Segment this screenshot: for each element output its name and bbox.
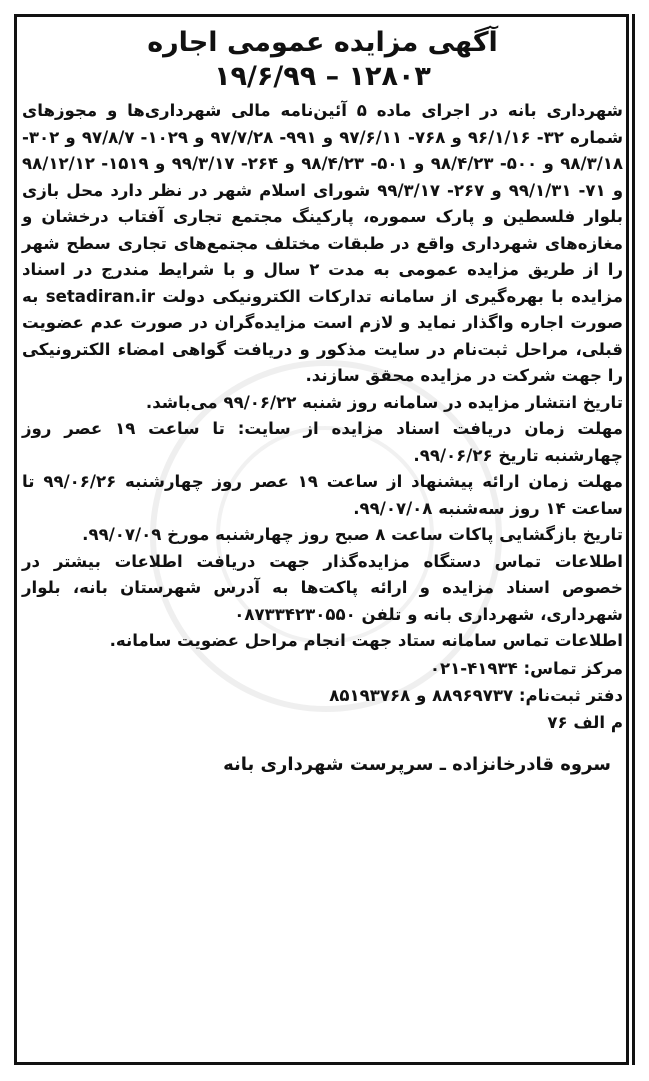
- bid-deadline: مهلت زمان ارائه پیشنهاد از ساعت ۱۹ عصر روز چهارشنبه ۹۹/۰۶/۲۶ تا ساعت ۱۴ روز سه‌شنبه ۹۹/۰۷/۰۸.: [22, 472, 623, 518]
- notice-body: [22, 98, 623, 390]
- document-deadline: مهلت زمان دریافت اسناد مزایده از سایت: تا ساعت ۱۹ عصر روز چهارشنبه تاریخ ۹۹/۰۶/۲۶.: [22, 419, 623, 465]
- contact-center: مرکز تماس: ۴۱۹۳۴-۰۲۱: [429, 658, 623, 678]
- publish-date: تاریخ انتشار مزایده در سامانه روز شنبه ۹۹/۰۶/۲۲ می‌باشد.: [145, 392, 623, 412]
- registration-office: دفتر ثبت‌نام: ۸۸۹۶۹۷۳۷ و ۸۵۱۹۳۷۶۸: [329, 685, 623, 705]
- setad-contact-info: اطلاعات تماس سامانه ستاد جهت انجام مراحل عضویت سامانه.: [109, 631, 623, 650]
- contact-info: اطلاعات تماس دستگاه مزایده‌گذار جهت دریافت اطلاعات بیشتر در خصوص اسناد مزایده و ارائه پاکت‌ها به آدرس شهرستان بانه، بلوار شهرداری، شهرداری بانه و تلفن ۰۸۷۳۳۴۲۳۰۵۵۰: [22, 551, 623, 624]
- opening-date: تاریخ بازگشایی پاکات ساعت ۸ صبح روز چهارشنبه مورخ ۹۹/۰۷/۰۹.: [82, 525, 623, 544]
- page-edge-rule: [632, 14, 635, 1065]
- notice-body-continuation: به صورت اجاره واگذار نماید و لازم است مزایده‌گران در صورت عدم عضویت قبلی، مراحل ثبت‌نام در سایت مذکور و دریافت گواهی امضاء الکترونیکی را جهت شرکت در مزایده محقق سازند.: [22, 286, 623, 385]
- notice-reference: ۱۲۸۰۳ – ۱۹/۶/۹۹: [214, 61, 431, 92]
- notice-code: م الف ۷۶: [547, 712, 623, 732]
- notice-title: آگهی مزایده عمومی اجاره: [147, 27, 498, 58]
- notice-content: [22, 20, 623, 1060]
- notice-body-main: شهرداری بانه در اجرای ماده ۵ آئین‌نامه مالی شهرداری‌ها و مجوزهای شماره ۳۲- ۹۶/۱/۱۶ و ۷۶۸- ۹۷/۶/۱۱ و ۹۹۱- ۹۷/۷/۲۸ و ۱۰۲۹- ۹۷/۸/۷ و ۳۰۲- ۹۸/۳/۱۸ و ۵۰۰- ۹۸/۴/۲۳ و ۵۰۱- ۹۸/۴/۲۳ و ۲۶۴- ۹۹/۳/۱۷ و ۱۵۱۹- ۹۸/۱۲/۱۲ و ۷۱- ۹۹/۱/۳۱ و ۲۶۷- ۹۹/۳/۱۷ شورای اسلام شهر در نظر دارد محل بازی بلوار فلسطین و پارک سموره، پارکینگ مجتمع تجاری آفتاب درخشان و مغازه‌های شهرداری واقع در طبقات مختلف مجتمع‌های تجاری سطح شهر را از طریق مزایده عمومی به مدت ۲ سال و با شرایط مندرج در اسناد مزایده با بهره‌گیری از سامانه تدارکات الکترونیکی دولت: [22, 101, 624, 306]
- signature: سروه قادرخانزاده ـ سرپرست شهرداری بانه: [223, 753, 611, 775]
- setad-website-link[interactable]: setadiran.ir: [45, 286, 155, 306]
